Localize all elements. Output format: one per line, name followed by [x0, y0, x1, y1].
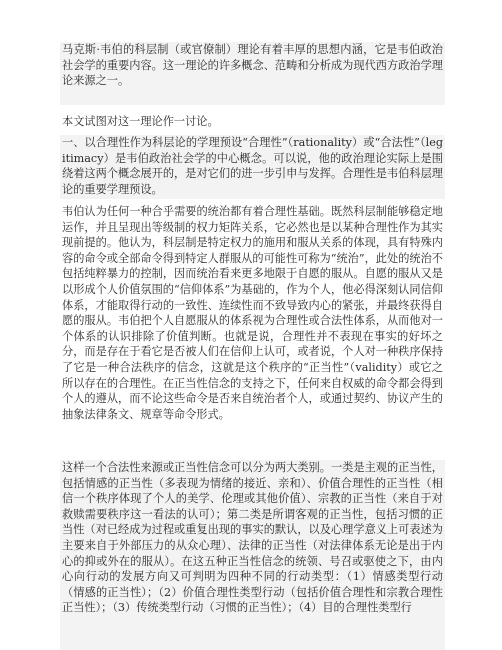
legitimacy-basis-paragraph: 韦伯认为任何一种合乎需要的统治都有着合理性基础。既然科层制能够稳定地运作，并且呈现出等级制的权力矩阵关系，它必然也是以某种合理性作为其实现前提的。他认为，科层制是特定权力的施用和服从关系的体现，具有特殊内容的命令或全部命令得到特定人群服从的可能性可称为“统治”，此处的统治不包括纯粹暴力的控制，因而统治看来更多地限于自愿的服从。自愿的服从又是以形成个人价值氛围的“信仰体系”为基础的，作为个人，他必得深刻认同信仰体系，才能取得行动的一致性、连续性而不致导致内心的紧张，并最终获得自愿的服从。韦伯把个人自愿服从的体系视为合理性或合法性体系，从而他对一个体系的认识排除了价值判断。也就是说，合理性并不表现在事实的好坏之分，而是存在于看它是否被人们在信仰上认可，或者说，个人对一种秩序保持了它是一种合法秩序的信念，这就是这个秩序的“正当性”（validity）或它之所以存在的合理性。在正当性信念的支持之下，任何来自权威的命令都会得到个人的遵从，而不论这些命令是否来自统治者个人，或通过契约、协议产生的抽象法律条文、规章等命令形式。	[62, 205, 443, 421]
intro-paragraph: 马克斯·韦伯的科层制（或官僚制）理论有着丰厚的思想内涵，它是韦伯政治社会学的重要内容。这一理论的许多概念、范畴和分析成为现代西方政治学理论来源之一。	[60, 42, 445, 105]
legitimacy-types-paragraph: 这样一个合法性来源或正当性信念可以分为两大类别。一类是主观的正当性，包括情感的正当性（多表现为情绪的接近、亲和）、价值合理性的正当性（相信一个秩序体现了个人的美学、伦理或其他价值）、宗教的正当性（来自于对救赎需要秩序这一看法的认可）；第二类是所谓客观的正当性，包括习惯的正当性（对已经成为过程或重复出现的事实的默认，以及心理学意义上可表述为主要来自于外部压力的从众心理）、法律的正当性（对法律体系无论是出于内心的抑或外在的服从）。在这五种正当性信念的统领、号召或驱使之下，由内心向行动的发展方向又可判明为四种不同的行动类型：（1）情感类型行动（情感的正当性）；（2）价值合理性类型行动（包括价值合理性和宗教合理性正当性）；（3）传统类型行动（习惯的正当性）；（4）目的合理性类型行	[60, 460, 445, 650]
section-one-paragraph: 一、以合理性作为科层论的学理预设“合理性”（rationality）或“合法性”（legitimacy）是韦伯政治社会学的中心概念。可以说，他的政治理论实际上是围绕着这两个概念展开的，是对它们的进一步引申与发挥。合理性是韦伯科层理论的重要学理预设。	[60, 135, 445, 199]
purpose-paragraph: 本文试图对这一理论作一讨论。	[62, 115, 219, 128]
